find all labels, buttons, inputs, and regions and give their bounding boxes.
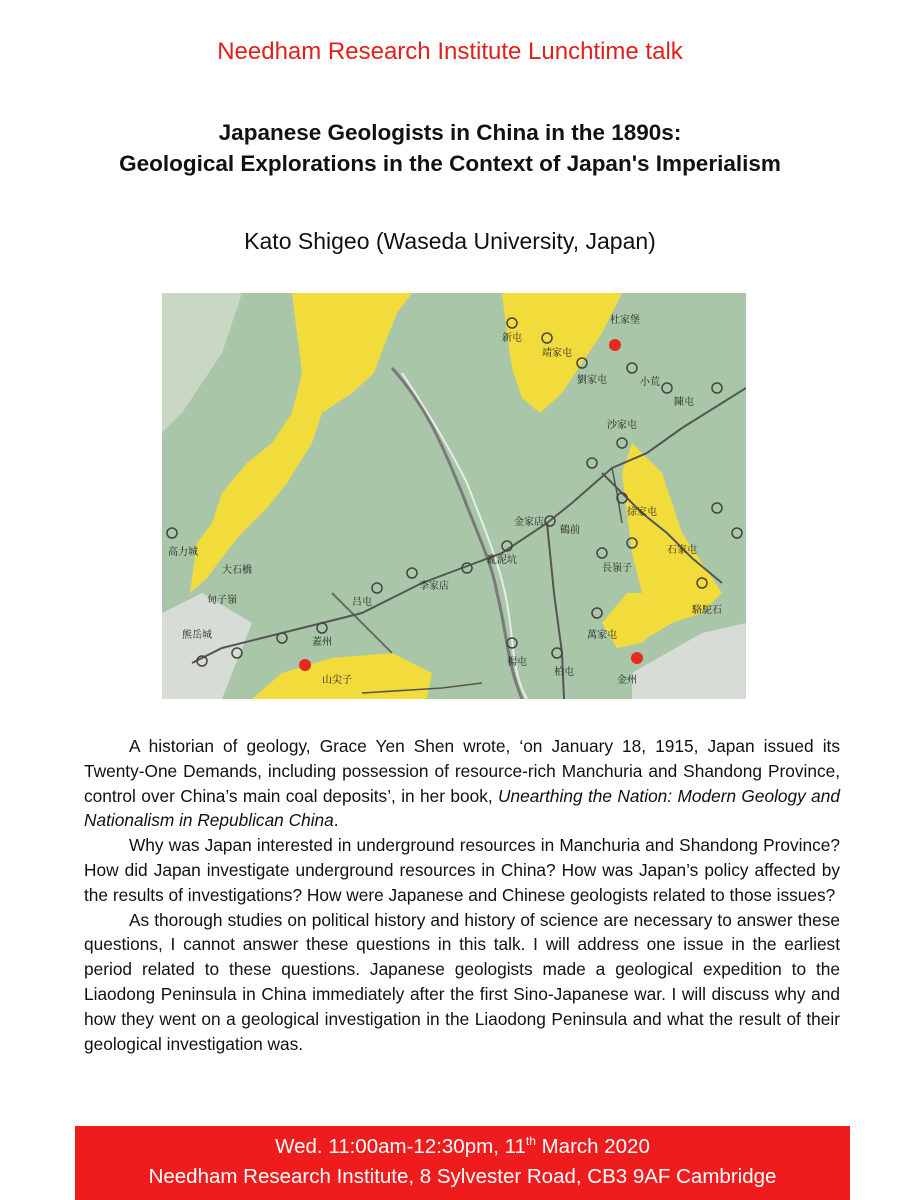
map-place-label: 鶴前 xyxy=(560,525,580,536)
map-place-label: 金家店 xyxy=(514,517,544,528)
abstract-paragraph-1 xyxy=(84,734,840,833)
talk-abstract xyxy=(84,734,840,1056)
abstract-paragraph-2: Why was Japan interested in underground resources in Manchuria and Shandong Province? How did Japan investigate underground resources in China? How was Japan’s policy affected by the results of investigations? How were Japanese and Chinese geologists related to those issues? xyxy=(84,835,840,905)
historical-map-image xyxy=(162,293,746,699)
map-place-label: 新屯 xyxy=(502,333,522,344)
map-place-label: 陳屯 xyxy=(674,397,694,408)
map-place-label: 徐家屯 xyxy=(627,507,657,518)
event-details-banner xyxy=(75,1126,850,1200)
map-place-label: 山尖子 xyxy=(322,675,352,686)
talk-title-line-1: Japanese Geologists in China in the 1890s: xyxy=(218,120,682,145)
event-date-time xyxy=(75,1132,850,1162)
map-place-label: 楊屯 xyxy=(507,657,527,668)
abstract-paragraph-3: As thorough studies on political history and history of science are necessary to answer these questions, I cannot answer these questions in this talk. I will address one issue in the earliest period related to these questions. Japanese geologists made a geological expedition to the Liaodong Peninsula in China immediately after the first Sino-Japanese war. I will discuss why and how they went on a geological investigation in the Liaodong Peninsula and what the result of their geological investigation was. xyxy=(84,909,840,1054)
map-place-label: 熊岳城 xyxy=(182,630,212,641)
map-place-label: 蓋州 xyxy=(312,637,332,648)
map-place-label: 長嶺子 xyxy=(602,563,632,574)
day-ordinal-suffix: th xyxy=(525,1134,536,1149)
map-place-label: 石家屯 xyxy=(667,545,697,556)
map-place-label: 駱駝石 xyxy=(692,605,722,616)
map-place-label: 劉家屯 xyxy=(577,375,607,386)
book-title: Unearthing the Nation: Modern Geology and Nationalism in Republican China xyxy=(84,785,841,831)
map-place-label: 柏屯 xyxy=(554,667,574,678)
map-red-marker xyxy=(631,652,643,664)
map-place-label: 靖家屯 xyxy=(542,348,572,359)
map-place-label: 大石橋 xyxy=(222,565,252,576)
map-place-label: 杜家堡 xyxy=(610,315,640,326)
talk-title xyxy=(0,117,900,179)
event-time: Wed. 11:00am-12:30pm, 11 xyxy=(275,1135,526,1158)
map-place-label: 萬家屯 xyxy=(587,630,617,641)
map-place-label: 小荒 xyxy=(640,377,660,388)
map-red-marker xyxy=(609,339,621,351)
map-place-label: 高力城 xyxy=(168,547,198,558)
map-place-label: 亂泥坑 xyxy=(487,555,517,566)
abstract-p1-text: A historian of geology, Grace Yen Shen wrote, ‘on January 18, 1915, Japan issued its Twenty-One Demands, including possession of resource-rich Manchuria and Shandong Province, control over China’s main coal deposits’, in her book, xyxy=(84,736,840,806)
speaker-line: Kato Shigeo (Waseda University, Japan) xyxy=(244,228,656,254)
abstract-p1-end: . xyxy=(333,810,339,831)
map-place-label: 金州 xyxy=(617,675,637,686)
event-location: Needham Research Institute, 8 Sylvester Road, CB3 9AF Cambridge xyxy=(148,1165,777,1188)
map-place-label: 沙家屯 xyxy=(607,420,637,431)
talk-title-line-2: Geological Explorations in the Context of Japan's Imperialism xyxy=(119,151,781,176)
map-place-label: 李家店 xyxy=(419,581,449,592)
map-place-label: 吕屯 xyxy=(352,597,372,608)
institute-header: Needham Research Institute Lunchtime talk xyxy=(217,38,683,65)
event-month-year: March 2020 xyxy=(535,1135,650,1158)
map-place-label: 甸子嶺 xyxy=(207,595,237,606)
map-red-marker xyxy=(299,659,311,671)
